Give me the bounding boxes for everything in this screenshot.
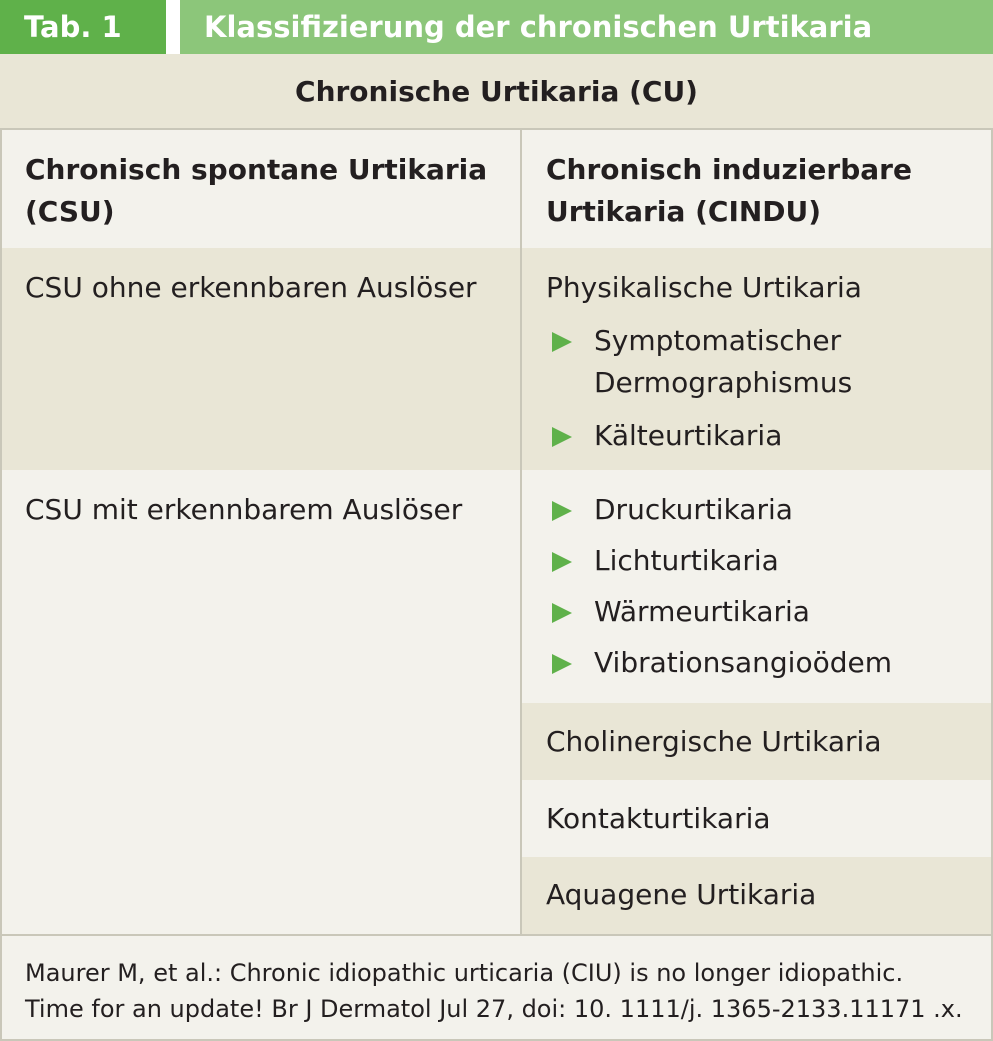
- table-number-label: Tab. 1: [0, 0, 166, 54]
- triangle-right-icon: [552, 552, 572, 572]
- physical-continued-cell: [522, 470, 991, 703]
- table-header: [0, 0, 993, 54]
- cindu-heading-text: Chronisch induzierbare Urtikaria (CINDU): [546, 153, 912, 228]
- list-item: [546, 540, 981, 582]
- csu-heading-text: Chronisch spontane Urtikaria (CSU): [25, 153, 488, 228]
- list-item: [546, 489, 981, 531]
- cindu-heading: [522, 130, 991, 248]
- aquagenic-cell: [522, 857, 991, 934]
- triangle-right-icon: [552, 501, 572, 521]
- contact-urticaria: Kontakturtikaria: [546, 802, 771, 835]
- physical-urticaria-cell: [522, 248, 991, 470]
- csu-without-trigger-cell: [2, 248, 520, 470]
- list-item: [546, 591, 981, 633]
- citation-line-2: Time for an update! Br J Dermatol Jul 27, doi: 10. 1111/j. 1365-2133.11171 .x.: [25, 995, 963, 1023]
- list-item-label: Symptomatischer Dermographismus: [594, 324, 853, 399]
- list-item-label: Vibrationsangioödem: [594, 646, 892, 679]
- list-item: [546, 642, 981, 684]
- csu-with-trigger-cell: [2, 470, 520, 934]
- list-item: [546, 415, 981, 457]
- csu-heading: [2, 130, 520, 248]
- triangle-right-icon: [552, 332, 572, 352]
- source-citation: [0, 934, 993, 1041]
- list-item-label: Wärmeurtikaria: [594, 595, 810, 628]
- physical-urticaria-heading: Physikalische Urtikaria: [546, 271, 862, 304]
- list-item-label: Druckurtikaria: [594, 493, 793, 526]
- list-item: [546, 320, 981, 404]
- list-item-label: Lichturtikaria: [594, 544, 779, 577]
- contact-cell: [522, 780, 991, 857]
- triangle-right-icon: [552, 654, 572, 674]
- triangle-right-icon: [552, 603, 572, 623]
- table-title: Klassifizierung der chronischen Urtikaria: [180, 0, 993, 54]
- cholinergic-urticaria: Cholinergische Urtikaria: [546, 725, 882, 758]
- cu-heading: Chronische Urtikaria (CU): [0, 54, 993, 130]
- csu-without-trigger: CSU ohne erkennbaren Auslöser: [25, 271, 477, 304]
- csu-with-trigger: CSU mit erkennbarem Auslöser: [25, 493, 463, 526]
- triangle-right-icon: [552, 427, 572, 447]
- aquagenic-urticaria: Aquagene Urtikaria: [546, 878, 817, 911]
- citation-line-1: Maurer M, et al.: Chronic idiopathic urticaria (CIU) is no longer idiopathic.: [25, 959, 904, 987]
- list-item-label: Kälteurtikaria: [594, 419, 783, 452]
- cholinergic-cell: [522, 703, 991, 780]
